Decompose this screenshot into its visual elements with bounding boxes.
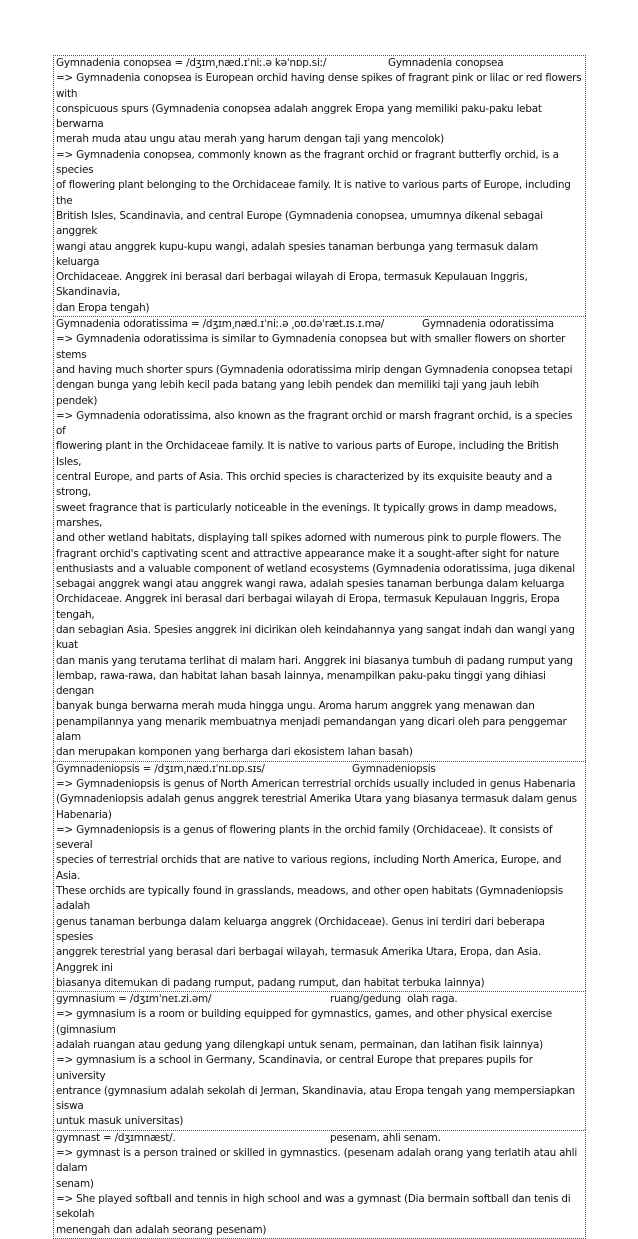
definition-line: anggrek terestrial yang berasal dari berbagai wilayah, termasuk Amerika Utara, Eropa, dan Asia. Anggrek ini: [56, 946, 545, 974]
entry-header: [56, 317, 583, 332]
definition-line: lembap, rawa-rawa, dan habitat lahan basah lainnya, menampilkan paku-paku tinggi yang dihiasi dengan: [56, 669, 549, 698]
definition-line: => Gymnadenia odoratissima, also known as the fragrant orchid or marsh fragrant orchid, is a species of: [56, 409, 576, 438]
definition-line: genus tanaman berbunga dalam keluarga anggrek (Orchidaceae). Genus ini terdiri dari beberapa spesies: [56, 915, 548, 943]
definition-line: banyak bunga berwarna merah muda hingga ungu. Aroma harum anggrek yang menawan dan: [56, 700, 535, 713]
headword: Gymnadenia odoratissima = /dʒɪm͵næd.ɪˈniː.ə ͵oʊ.dəˈræt.ɪs.ɪ.mə/: [56, 318, 385, 331]
definition-line: of flowering plant belonging to the Orchidaceae family. It is native to various parts of Europe, including the: [56, 179, 574, 207]
definition-line: merah muda atau ungu atau merah yang harum dengan taji yang mencolok): [56, 133, 444, 146]
definition-line: biasanya ditemukan di padang rumput, padang rumput, dan habitat terbuka lainnya): [56, 976, 485, 989]
definition-line: => gymnast is a person trained or skilled in gymnastics. (pesenam adalah orang yang terlatih atau ahli dalam: [56, 1147, 581, 1175]
definition-line: (Gymnadeniopsis adalah genus anggrek terestrial Amerika Utara yang biasanya termasuk dalam genus: [56, 793, 577, 806]
definition-line: senam): [56, 1177, 94, 1190]
definition-line: Orchidaceae. Anggrek ini berasal dari berbagai wilayah di Eropa, termasuk Kepulauan Inggris, Skandinavia,: [56, 271, 531, 299]
gloss: Gymnadeniopsis: [352, 762, 436, 775]
entry-header: [56, 1131, 583, 1146]
definition-line: fragrant orchid's captivating scent and attractive appearance make it a sought-after sight for nature: [56, 547, 560, 560]
definition-line: central Europe, and parts of Asia. This orchid species is characterized by its exquisite beauty and a strong,: [56, 471, 556, 499]
gloss: Gymnadenia odoratissima: [422, 318, 554, 331]
definition-line: dengan bunga yang lebih kecil pada batang yang lebih pendek dan memiliki taji yang jauh lebih pendek): [56, 379, 543, 407]
definition-line: => Gymnadenia conopsea is European orchid having dense spikes of fragrant pink or lilac or red flowers with: [56, 72, 585, 100]
definition-line: sweet fragrance that is particularly noticeable in the evenings. It typically grows in damp meadows, marshes,: [56, 501, 560, 529]
definition-line: enthusiasts and a valuable component of wetland ecosystems (Gymnadenia odoratissima, juga dikenal: [56, 562, 575, 575]
entry-gymnasium: [53, 991, 586, 1130]
definition-line: untuk masuk universitas): [56, 1115, 184, 1128]
definition-line: dan merupakan komponen yang berharga dari ekosistem lahan basah): [56, 746, 413, 759]
definition-line: British Isles, Scandinavia, and central Europe (Gymnadenia conopsea, umumnya dikenal sebagai anggrek: [56, 209, 546, 238]
gloss: pesenam, ahli senam.: [330, 1131, 441, 1144]
definition-line: => She played softball and tennis in high school and was a gymnast (Dia bermain softball dan tenis di sekolah: [56, 1192, 574, 1221]
definition-line: dan manis yang terutama terlihat di malam hari. Anggrek ini biasanya tumbuh di padang rumput yang: [56, 654, 573, 667]
definition-line: => Gymnadenia conopsea, commonly known as the fragrant orchid or fragrant butterfly orchid, is a species: [56, 148, 562, 177]
entry-header: [56, 56, 583, 71]
headword: gymnasium = /dʒɪmˈneɪ.zi.əm/: [56, 993, 212, 1006]
definition-block: [56, 332, 583, 760]
gloss: ruang/gedung olah raga.: [330, 993, 458, 1006]
definition-line: Orchidaceae. Anggrek ini berasal dari berbagai wilayah di Eropa, termasuk Kepulauan Inggris, Eropa tengah,: [56, 593, 563, 621]
dictionary-page: [53, 55, 586, 1239]
entry-gymnadenia-conopsea: [53, 55, 586, 316]
definition-line: dan sebagian Asia. Spesies anggrek ini dicirikan oleh keindahannya yang sangat indah dan wangi yang kuat: [56, 623, 578, 652]
headword: gymnast = /dʒɪmnæst/.: [56, 1131, 176, 1144]
definition-block: [56, 777, 583, 991]
definition-line: => gymnasium is a school in Germany, Scandinavia, or central Europe that prepares pupils for university: [56, 1054, 536, 1082]
definition-line: dan Eropa tengah): [56, 301, 150, 314]
definition-line: adalah ruangan atau gedung yang dilengkapi untuk senam, permainan, dan latihan fisik lainnya): [56, 1039, 544, 1051]
definition-line: entrance (gymnasium adalah sekolah di Jerman, Skandinavia, atau Eropa tengah yang mempersiapkan siswa: [56, 1084, 579, 1113]
definition-line: => gymnasium is a room or building equipped for gymnastics, games, and other physical exercise (gimnasium: [56, 1008, 556, 1036]
headword: Gymnadeniopsis = /dʒɪm͵næd.ɪˈnɪ.ɒp.sɪs/: [56, 762, 265, 775]
definition-line: => Gymnadenia odoratissima is similar to Gymnadenia conopsea but with smaller flowers on shorter stems: [56, 333, 569, 361]
entry-header: [56, 762, 583, 777]
entry-gymnast: [53, 1130, 586, 1239]
definition-line: wangi atau anggrek kupu-kupu wangi, adalah spesies tanaman berbunga yang termasuk dalam keluarga: [56, 240, 542, 268]
definition-line: => Gymnadeniopsis is a genus of flowering plants in the orchid family (Orchidaceae). It consists of several: [56, 823, 556, 852]
definition-line: These orchids are typically found in grasslands, meadows, and other open habitats (Gymnadeniopsis adalah: [56, 885, 567, 913]
definition-line: => Gymnadeniopsis is genus of North American terrestrial orchids usually included in genus Habenaria: [56, 777, 576, 790]
definition-block: [56, 1007, 583, 1129]
gloss: Gymnadenia conopsea: [388, 57, 504, 69]
definition-line: and other wetland habitats, displaying tall spikes adorned with numerous pink to purple flowers. The: [56, 532, 562, 545]
definition-line: species of terrestrial orchids that are native to various regions, including North America, Europe, and Asia.: [56, 854, 565, 882]
definition-line: menengah dan adalah seorang pesenam): [56, 1223, 267, 1236]
entry-gymnadenia-odoratissima: [53, 316, 586, 761]
definition-line: Habenaria): [56, 808, 112, 821]
definition-line: conspicuous spurs (Gymnadenia conopsea adalah anggrek Eropa yang memiliki paku-paku lebat berwarna: [56, 102, 545, 131]
headword: Gymnadenia conopsea = /dʒɪm͵næd.ɪˈniː.ə kəˈnɒp.siː/: [56, 57, 327, 69]
definition-line: flowering plant in the Orchidaceae family. It is native to various parts of Europe, including the British Isles,: [56, 440, 562, 468]
entry-header: [56, 992, 583, 1007]
definition-line: and having much shorter spurs (Gymnadenia odoratissima mirip dengan Gymnadenia conopsea tetapi: [56, 363, 573, 376]
definition-line: penampilannya yang menarik membuatnya menjadi pemandangan yang dicari oleh para penggemar alam: [56, 715, 570, 744]
definition-block: [56, 1146, 583, 1238]
definition-line: sebagai anggrek wangi atau anggrek wangi rawa, adalah spesies tanaman berbunga dalam keluarga: [56, 578, 565, 591]
entry-gymnadeniopsis: [53, 761, 586, 991]
definition-block: [56, 71, 583, 316]
